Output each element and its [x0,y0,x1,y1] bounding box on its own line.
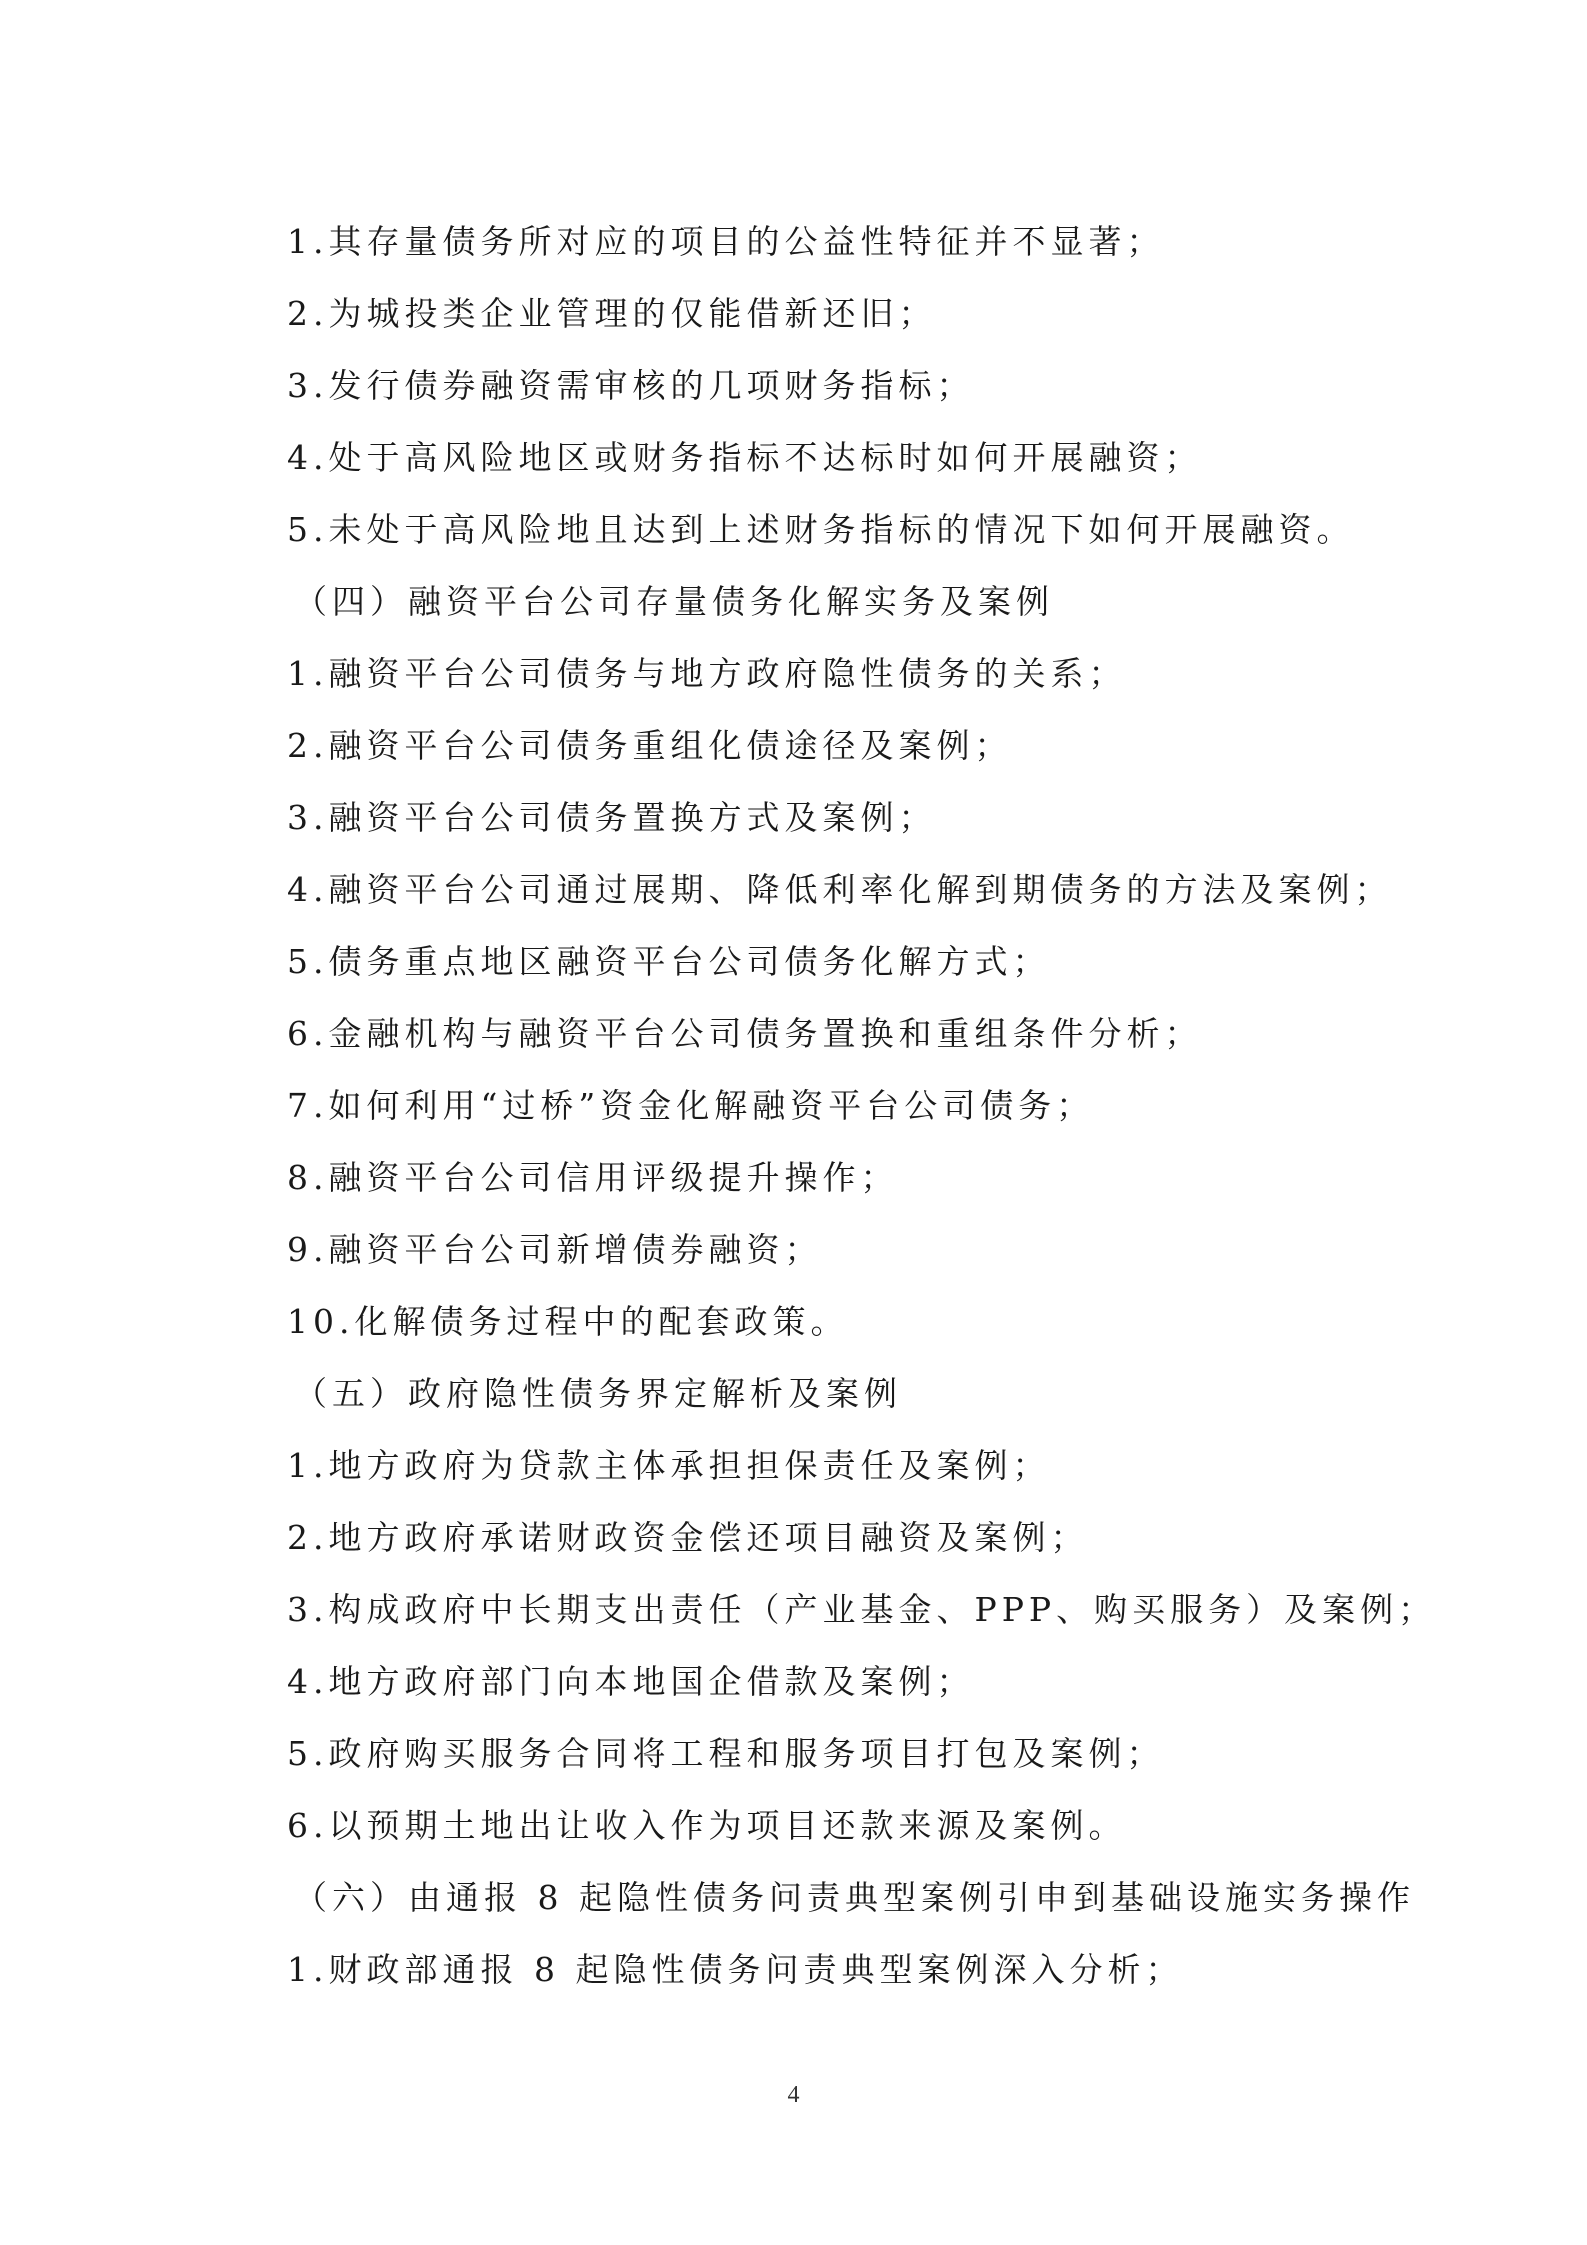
list-item: 1.融资平台公司债务与地方政府隐性债务的关系； [287,654,1127,693]
list-item: 5.债务重点地区融资平台公司债务化解方式； [287,942,1051,981]
list-item: 6.金融机构与融资平台公司债务置换和重组条件分析； [287,1014,1203,1053]
list-item: 1.地方政府为贷款主体承担担保责任及案例； [287,1446,1051,1485]
list-item: 2.融资平台公司债务重组化债途径及案例； [287,726,1013,765]
document-body [287,206,1437,2006]
list-item: 2.地方政府承诺财政资金偿还项目融资及案例； [287,1518,1089,1557]
list-item: 3.构成政府中长期支出责任（产业基金、PPP、购买服务）及案例； [287,1590,1437,1629]
list-item: 10.化解债务过程中的配套政策。 [287,1302,849,1341]
list-item: 8.融资平台公司信用评级提升操作； [287,1158,899,1197]
list-item: 4.处于高风险地区或财务指标不达标时如何开展融资； [287,438,1203,477]
section-heading: （六）由通报 8 起隐性债务问责典型案例引申到基础设施实务操作 [294,1878,1415,1917]
section-heading: （五）政府隐性债务界定解析及案例 [294,1374,902,1413]
list-item: 1.其存量债务所对应的项目的公益性特征并不显著； [287,222,1165,261]
list-item: 2.为城投类企业管理的仅能借新还旧； [287,294,937,333]
list-item: 3.发行债券融资需审核的几项财务指标； [287,366,975,405]
list-item: 5.政府购买服务合同将工程和服务项目打包及案例； [287,1734,1165,1773]
section-heading: （四）融资平台公司存量债务化解实务及案例 [294,582,1054,621]
list-item: 5.未处于高风险地且达到上述财务指标的情况下如何开展融资。 [287,510,1355,549]
list-item: 6.以预期土地出让收入作为项目还款来源及案例。 [287,1806,1127,1845]
list-item: 4.地方政府部门向本地国企借款及案例； [287,1662,975,1701]
page-number: 4 [787,2082,800,2108]
list-item: 1.财政部通报 8 起隐性债务问责典型案例深入分析； [287,1950,1184,1989]
list-item: 9.融资平台公司新增债券融资； [287,1230,823,1269]
list-item: 7.如何利用“过桥”资金化解融资平台公司债务； [287,1086,1095,1125]
list-item: 3.融资平台公司债务置换方式及案例； [287,798,937,837]
list-item: 4.融资平台公司通过展期、降低利率化解到期债务的方法及案例； [287,870,1393,909]
